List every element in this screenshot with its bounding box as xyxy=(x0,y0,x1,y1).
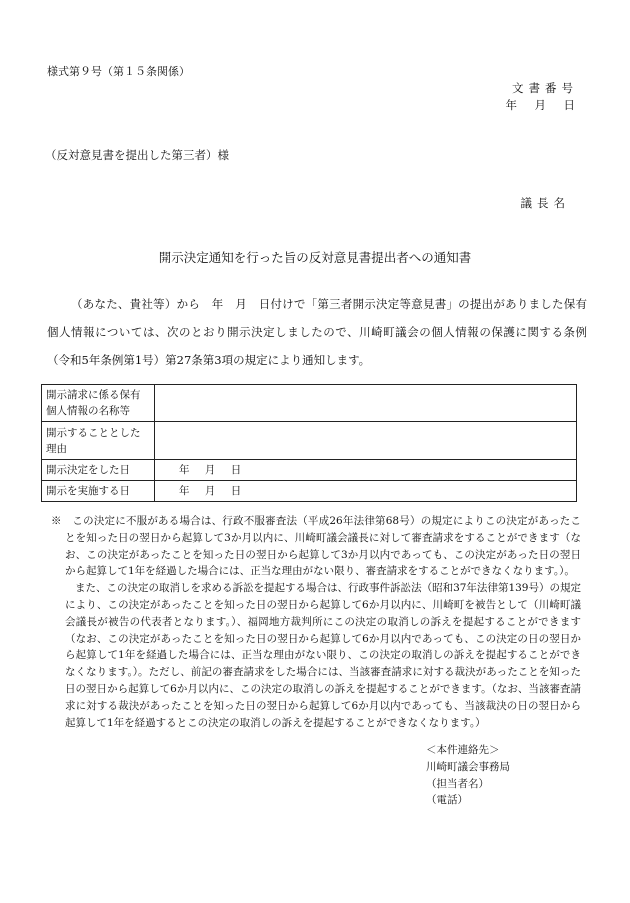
table-label-info-name: 開示請求に係る保有個人情報の名称等 xyxy=(42,385,155,422)
contact-office: 川崎町議会事務局 xyxy=(426,760,510,773)
table-value-info-name xyxy=(155,385,577,422)
table-row xyxy=(42,460,577,481)
table-label-implementation-date: 開示を実施する日 xyxy=(42,481,155,502)
contact-block xyxy=(426,742,510,809)
document-number-label: 文書番号 xyxy=(512,81,578,95)
date-year: 年 xyxy=(179,464,192,476)
date-month: 月 xyxy=(204,485,218,497)
table-row xyxy=(42,481,577,502)
table-value-implementation-date xyxy=(155,481,577,502)
note-lawsuit: また、この決定の取消しを求める訴訟を提起する場合は、行政事件訴訟法（昭和37年法律第139号）の規定により、この決定があったことを知った日の翌日から起算して6か月以内に、川崎町を被告として（川崎町議会議長が被告の代表者となります。）、福岡地方裁判所にこの決定の取消しの訴えを提起することができます（なお、この決定があったことを知った日の翌日から起算して6か月以内であっても、この決定の日の翌日から起算して1年を経過した場合には、正当な理由がない限り、この決定の取消しの訴えを提起することができなくなります。）。ただし、前記の審査請求をした場合には、当該審査請求に対する裁決があったことを知った日の翌日から起算して6か月以内に、この決定の取消しの訴えを提起することができます。（なお、当該審査請求に対する裁決があったことを知った日の翌日から起算して6か月以内であっても、当該裁決の日の翌日から起算して1年を経過するとこの決定の取消しの訴えを提起することができなくなります。） xyxy=(65,582,581,729)
disclosure-info-table xyxy=(41,384,577,502)
body-paragraph: （あなた、貴社等）から 年 月 日付けで「第三者開示決定等意見書」の提出がありました保有個人情報については、次のとおり開示決定しましたので、川崎町議会の個人情報の保護に関する条例（令和5年条例第1号）第27条第3項の規定により通知します。 xyxy=(47,297,587,367)
note-appeal: ※ この決定に不服がある場合は、行政不服審査法（平成26年法律第68号）の規定によりこの決定があったことを知った日の翌日から起算して3か月以内に、川崎町議会議長に対して審査請求をすることができます（なお、この決定があったことを知った日の翌日から起算して3か月以内であっても、この決定があった日の翌日から起算して1年を経過した場合には、正当な理由がない限り、審査請求をすることができなくなります。）。 xyxy=(51,515,581,578)
contact-person: （担当者名） xyxy=(426,777,489,790)
table-value-decision-date xyxy=(155,460,577,481)
table-value-reason xyxy=(155,422,577,460)
date-month: 月 xyxy=(204,464,218,476)
notes-section xyxy=(51,513,581,731)
date-day: 日 xyxy=(230,464,244,476)
table-row xyxy=(42,422,577,460)
document-date-label: 年 月 日 xyxy=(505,98,578,112)
table-label-decision-date: 開示決定をした日 xyxy=(42,460,155,481)
document-title: 開示決定通知を行った旨の反対意見書提出者への通知書 xyxy=(158,250,472,265)
date-day: 日 xyxy=(230,485,244,497)
contact-heading: ＜本件連絡先＞ xyxy=(426,744,500,756)
chair-name: 議長名 xyxy=(520,196,570,210)
form-number: 様式第９号（第１５条関係） xyxy=(47,65,190,78)
addressee: （反対意見書を提出した第三者）様 xyxy=(45,148,229,162)
date-year: 年 xyxy=(179,485,192,497)
table-row xyxy=(42,385,577,422)
contact-phone: （電話） xyxy=(426,794,468,807)
table-label-reason: 開示することとした理由 xyxy=(42,422,155,460)
